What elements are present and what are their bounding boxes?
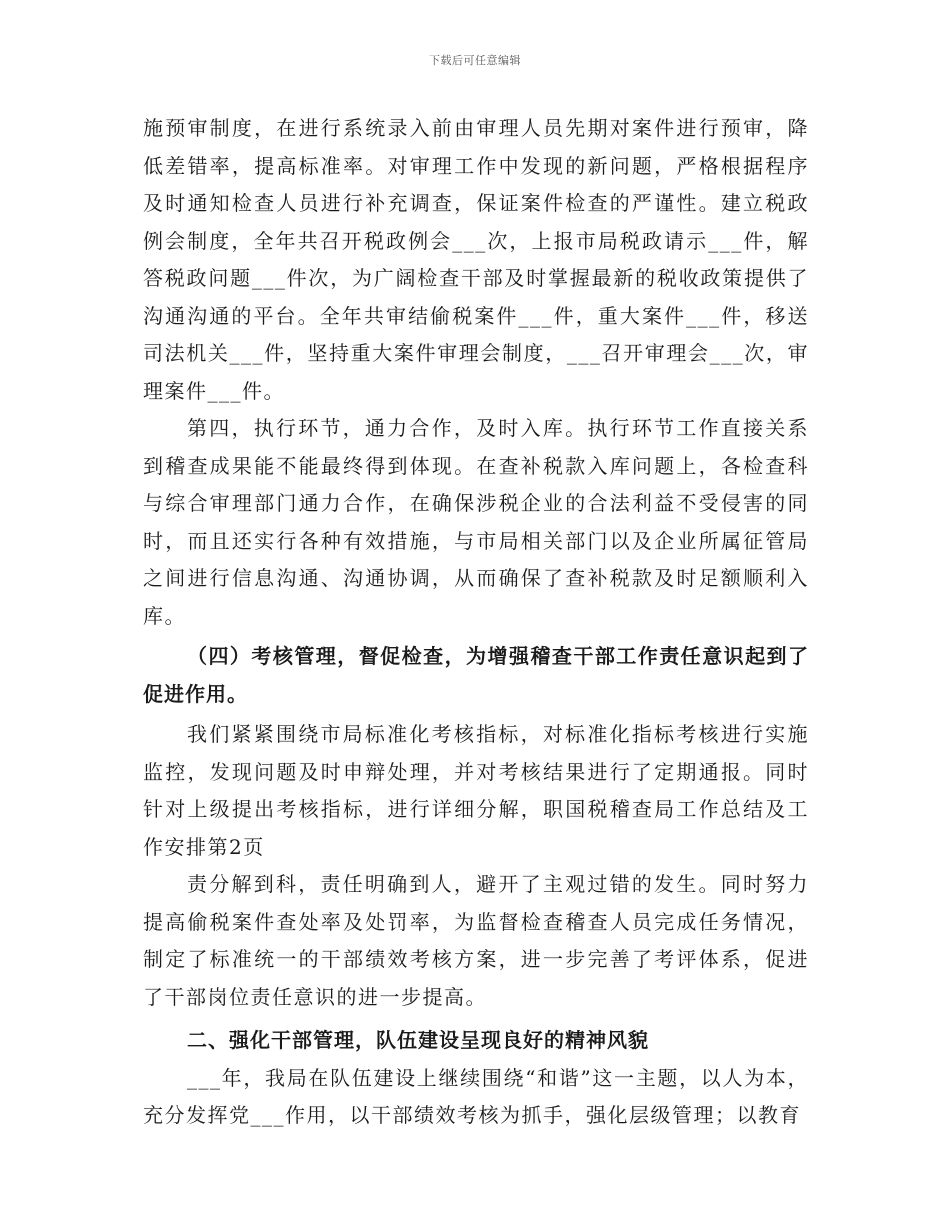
document-body [143, 110, 809, 1135]
page-header: 下载后可任意编辑 [429, 54, 521, 67]
paragraph-team-building: ___年，我局在队伍建设上继续围绕“和谐”这一主题，以人为本，充分发挥党___作用，以干部绩效考核为抓手，强化层级管理；以教育 [143, 1065, 809, 1127]
paragraph-responsibility: 责分解到科，责任明确到人，避开了主观过错的发生。同时努力提高偷税案件查处率及处罚率，为监督检查稽查人员完成任务情况，制定了标准统一的干部绩效考核方案，进一步完善了考评体系，促进了干部岗位责任意识的进一步提高。 [143, 872, 809, 1009]
section-heading-assessment: （四）考核管理，督促检查，为增强稽查干部工作责任意识起到了促进作用。 [143, 644, 809, 706]
paragraph-assessment-monitoring: 我们紧紧围绕市局标准化考核指标，对标准化指标考核进行实施监控，发现问题及时申辩处理，并对考核结果进行了定期通报。同时针对上级提出考核指标，进行详细分解，职国税稽查局工作总结及工作安排第2页 [143, 722, 809, 859]
paragraph-execution-stage: 第四，执行环节，通力合作，及时入库。执行环节工作直接关系到稽查成果能不能最终得到体现。在查补税款入库问题上，各检查科与综合审理部门通力合作，在确保涉税企业的合法利益不受侵害的同时，而且还实行各种有效措施，与市局相关部门以及企业所属征管局之间进行信息沟通、沟通协调，从而确保了查补税款及时足额顺利入库。 [143, 416, 809, 628]
section-heading-cadre-management: 二、强化干部管理，队伍建设呈现良好的精神风貌 [187, 1028, 649, 1052]
paragraph-review-system: 施预审制度，在进行系统录入前由审理人员先期对案件进行预审，降低差错率，提高标准率。对审理工作中发现的新问题，严格根据程序及时通知检查人员进行补充调查，保证案件检查的严谨性。建立税政例会制度，全年共召开税政例会___次，上报市局税政请示___件，解答税政问题___件次，为广阔检查干部及时掌握最新的税收政策提供了沟通沟通的平台。全年共审结偷税案件___件，重大案件___件，移送司法机关___件，坚持重大案件审理会制度，___召开审理会___次，审理案件___件。 [143, 116, 809, 403]
